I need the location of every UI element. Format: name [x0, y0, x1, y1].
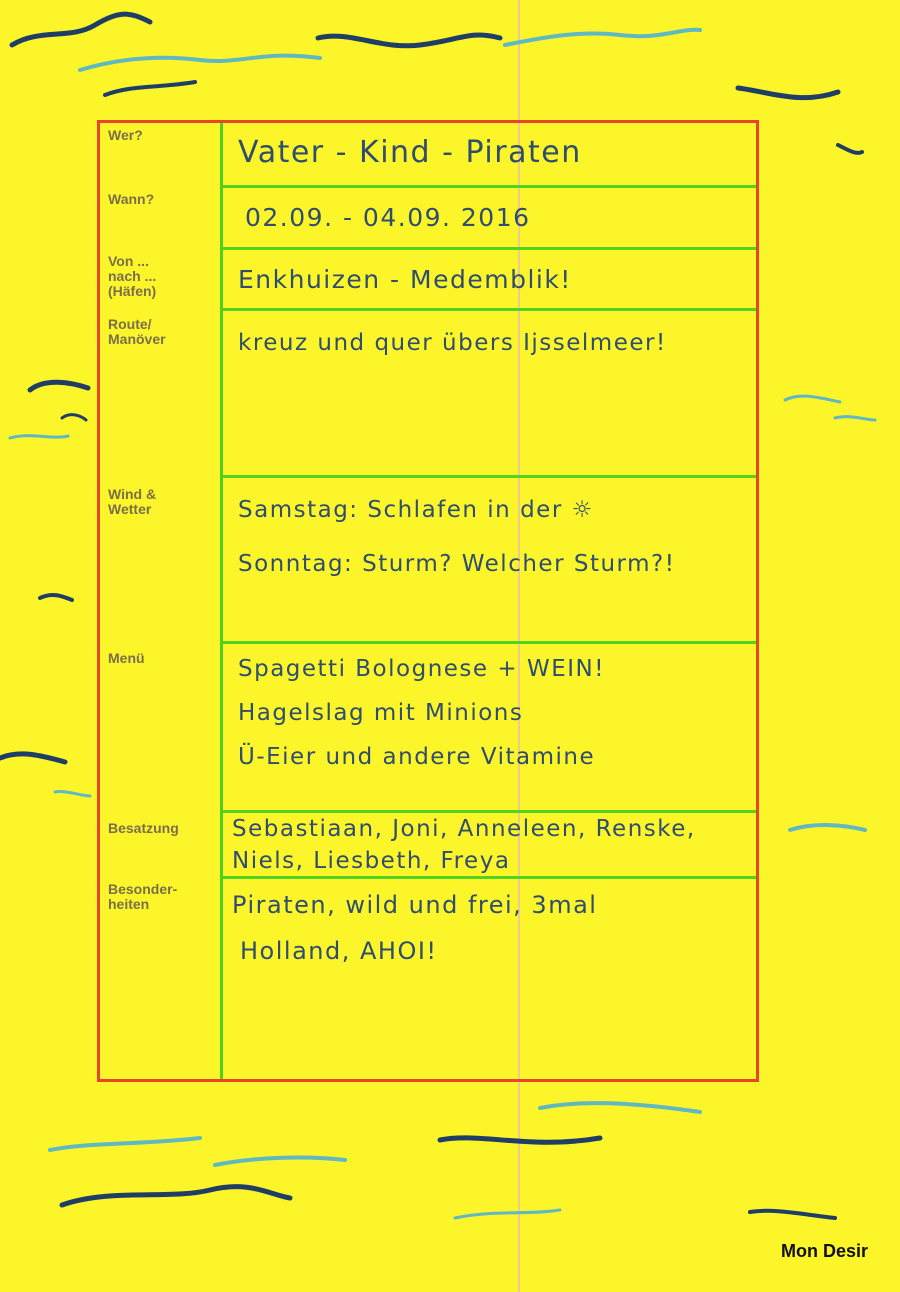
wave-light: [540, 1103, 700, 1112]
wave-light: [505, 30, 700, 45]
row-label: Menü: [108, 650, 145, 666]
wave-light: [835, 417, 875, 420]
row-label: Route/ Manöver: [108, 316, 166, 347]
row-line: Sonntag: Sturm? Welcher Sturm?!: [238, 551, 676, 577]
wave-dark: [30, 382, 88, 390]
form-row-besonderheiten: [100, 880, 756, 1080]
form-row-route: [100, 311, 756, 476]
trip-form-card: [97, 120, 759, 1082]
row-line: Samstag: Schlafen in der ☼: [238, 497, 594, 523]
row-label: Wer?: [108, 127, 143, 143]
row-value: [238, 131, 748, 175]
row-value: [238, 321, 748, 365]
row-label: Von ... nach ... (Häfen): [108, 253, 157, 299]
row-line: Spagetti Bolognese + WEIN!: [238, 656, 605, 682]
wave-dark: [838, 145, 862, 153]
wave-light: [785, 396, 840, 402]
wave-dark: [105, 82, 195, 95]
wave-light: [55, 792, 90, 796]
wave-dark: [40, 595, 72, 600]
form-row-besatzung: [100, 813, 756, 876]
row-value: [238, 483, 748, 591]
wave-light: [790, 825, 865, 830]
form-row-wer: [100, 123, 756, 186]
credit-text: Mon Desir: [780, 1241, 868, 1261]
row-line: Sebastiaan, Joni, Anneleen, Renske,: [232, 816, 696, 842]
row-separator: [222, 641, 756, 644]
wave-dark: [738, 88, 838, 98]
row-value: [238, 258, 748, 302]
row-line: Niels, Liesbeth, Freya: [232, 848, 511, 874]
wave-light: [215, 1158, 345, 1165]
row-label: Wind & Wetter: [108, 486, 157, 517]
row-line: kreuz und quer übers Ijsselmeer!: [238, 330, 667, 356]
row-value: [232, 882, 742, 974]
row-line: Piraten, wild und frei, 3mal: [232, 891, 598, 919]
wave-light: [455, 1210, 560, 1218]
row-value: [232, 813, 742, 877]
form-row-wind-wetter: [100, 479, 756, 639]
form-row-wann: [100, 188, 756, 248]
wave-dark: [0, 754, 65, 762]
row-separator: [222, 475, 756, 478]
wave-dark: [750, 1211, 835, 1218]
row-label: Wann?: [108, 191, 155, 207]
row-label: Besonder- heiten: [108, 881, 178, 912]
form-row-menu: [100, 645, 756, 810]
wave-light: [50, 1138, 200, 1150]
form-row-von-nach: [100, 250, 756, 308]
row-line: Holland, AHOI!: [240, 937, 438, 965]
wave-dark: [62, 1187, 290, 1205]
row-line: Ü-Eier und andere Vitamine: [238, 744, 596, 770]
wave-dark: [440, 1138, 600, 1142]
row-value: [238, 647, 748, 779]
row-line: 02.09. - 04.09. 2016: [245, 203, 531, 232]
row-label: Besatzung: [108, 820, 179, 836]
wave-light: [80, 56, 320, 70]
row-separator: [222, 876, 756, 879]
row-line: Vater - Kind - Piraten: [238, 135, 582, 170]
row-line: Enkhuizen - Medemblik!: [238, 265, 572, 294]
row-value: [245, 196, 755, 240]
wave-dark: [62, 415, 86, 420]
wave-dark: [318, 35, 500, 46]
wave-light: [10, 436, 68, 438]
row-line: Hagelslag mit Minions: [238, 700, 524, 726]
wave-dark: [12, 14, 150, 45]
